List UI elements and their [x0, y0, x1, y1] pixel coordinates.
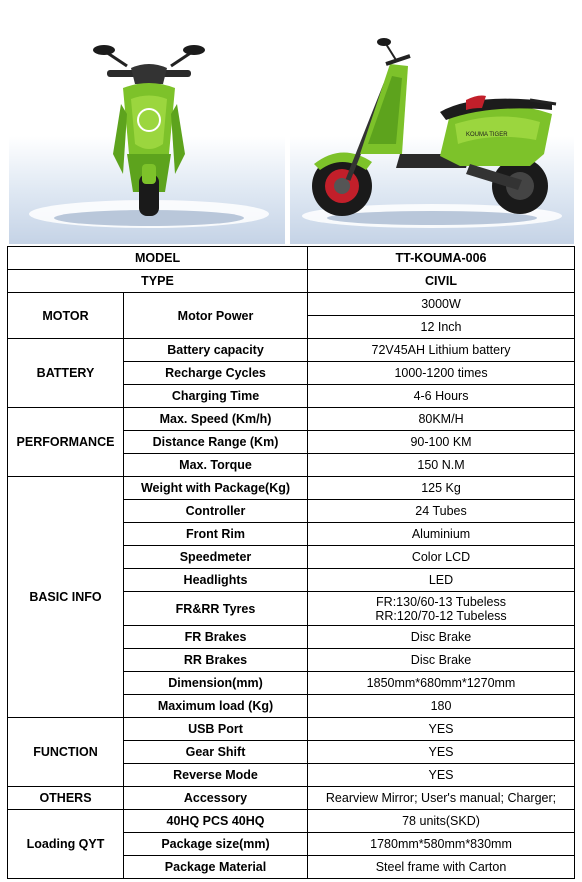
spec-value: 72V45AH Lithium battery	[308, 339, 575, 362]
brand-decal: KOUMA TIGER	[466, 132, 508, 138]
spec-value: 24 Tubes	[308, 500, 575, 523]
spec-label: Front Rim	[124, 523, 308, 546]
model-label: MODEL	[8, 247, 308, 270]
table-row	[8, 787, 575, 810]
spec-value: YES	[308, 764, 575, 787]
category-basic-info: BASIC INFO	[8, 477, 124, 718]
table-row	[8, 293, 575, 316]
spec-value: LED	[308, 569, 575, 592]
category-others: OTHERS	[8, 787, 124, 810]
spec-value: 1000-1200 times	[308, 362, 575, 385]
spec-value: Aluminium	[308, 523, 575, 546]
spec-value: 90-100 KM	[308, 431, 575, 454]
spec-value: 1850mm*680mm*1270mm	[308, 672, 575, 695]
front-view-scooter-illustration	[9, 4, 285, 244]
spec-value: 80KM/H	[308, 408, 575, 431]
category-battery: BATTERY	[8, 339, 124, 408]
table-row	[8, 718, 575, 741]
spec-value: YES	[308, 718, 575, 741]
rear-tyre-value: RR:120/70-12 Tubeless	[375, 608, 507, 623]
spec-label: Controller	[124, 500, 308, 523]
category-loading: Loading QYT	[8, 810, 124, 879]
type-value: CIVIL	[308, 270, 575, 293]
spec-value: 125 Kg	[308, 477, 575, 500]
spec-label: Accessory	[124, 787, 308, 810]
spec-label: Headlights	[124, 569, 308, 592]
spec-label: Max. Torque	[124, 454, 308, 477]
spec-label: Gear Shift	[124, 741, 308, 764]
category-motor: MOTOR	[8, 293, 124, 339]
spec-label: Reverse Mode	[124, 764, 308, 787]
type-label: TYPE	[8, 270, 308, 293]
spec-value: Steel frame with Carton	[308, 856, 575, 879]
spec-label: Package size(mm)	[124, 833, 308, 856]
side-view-scooter-illustration	[290, 4, 574, 244]
spec-value: 150 N.M	[308, 454, 575, 477]
table-row	[8, 339, 575, 362]
front-view-scooter-photo	[9, 4, 285, 244]
spec-value: 78 units(SKD)	[308, 810, 575, 833]
spec-value: Disc Brake	[308, 626, 575, 649]
spec-value: 3000W	[308, 293, 575, 316]
spec-label: Recharge Cycles	[124, 362, 308, 385]
spec-value: 4-6 Hours	[308, 385, 575, 408]
spec-label: 40HQ PCS 40HQ	[124, 810, 308, 833]
spec-label: Dimension(mm)	[124, 672, 308, 695]
table-row	[8, 408, 575, 431]
spec-label: Distance Range (Km)	[124, 431, 308, 454]
front-tyre-value: FR:130/60-13 Tubeless	[376, 594, 506, 609]
side-view-scooter-photo	[290, 4, 574, 244]
spec-value: Disc Brake	[308, 649, 575, 672]
spec-label: Speedmeter	[124, 546, 308, 569]
spec-value: 1780mm*580mm*830mm	[308, 833, 575, 856]
spec-value: YES	[308, 741, 575, 764]
category-performance: PERFORMANCE	[8, 408, 124, 477]
spec-label: Battery capacity	[124, 339, 308, 362]
spec-value-tyres	[308, 592, 575, 626]
spec-label: USB Port	[124, 718, 308, 741]
table-row	[8, 270, 575, 293]
spec-label: Charging Time	[124, 385, 308, 408]
spec-label: FR&RR Tyres	[124, 592, 308, 626]
table-row	[8, 477, 575, 500]
spec-value: 180	[308, 695, 575, 718]
spec-value: Color LCD	[308, 546, 575, 569]
table-row	[8, 810, 575, 833]
spec-label: FR Brakes	[124, 626, 308, 649]
spec-label: RR Brakes	[124, 649, 308, 672]
spec-label: Motor Power	[124, 293, 308, 339]
specifications-table	[7, 246, 575, 879]
category-function: FUNCTION	[8, 718, 124, 787]
spec-label: Weight with Package(Kg)	[124, 477, 308, 500]
product-photos	[9, 4, 574, 244]
model-value: TT-KOUMA-006	[308, 247, 575, 270]
table-row	[8, 247, 575, 270]
spec-value: Rearview Mirror; User's manual; Charger;	[308, 787, 575, 810]
spec-label: Maximum load (Kg)	[124, 695, 308, 718]
spec-value: 12 Inch	[308, 316, 575, 339]
spec-label: Package Material	[124, 856, 308, 879]
spec-label: Max. Speed (Km/h)	[124, 408, 308, 431]
